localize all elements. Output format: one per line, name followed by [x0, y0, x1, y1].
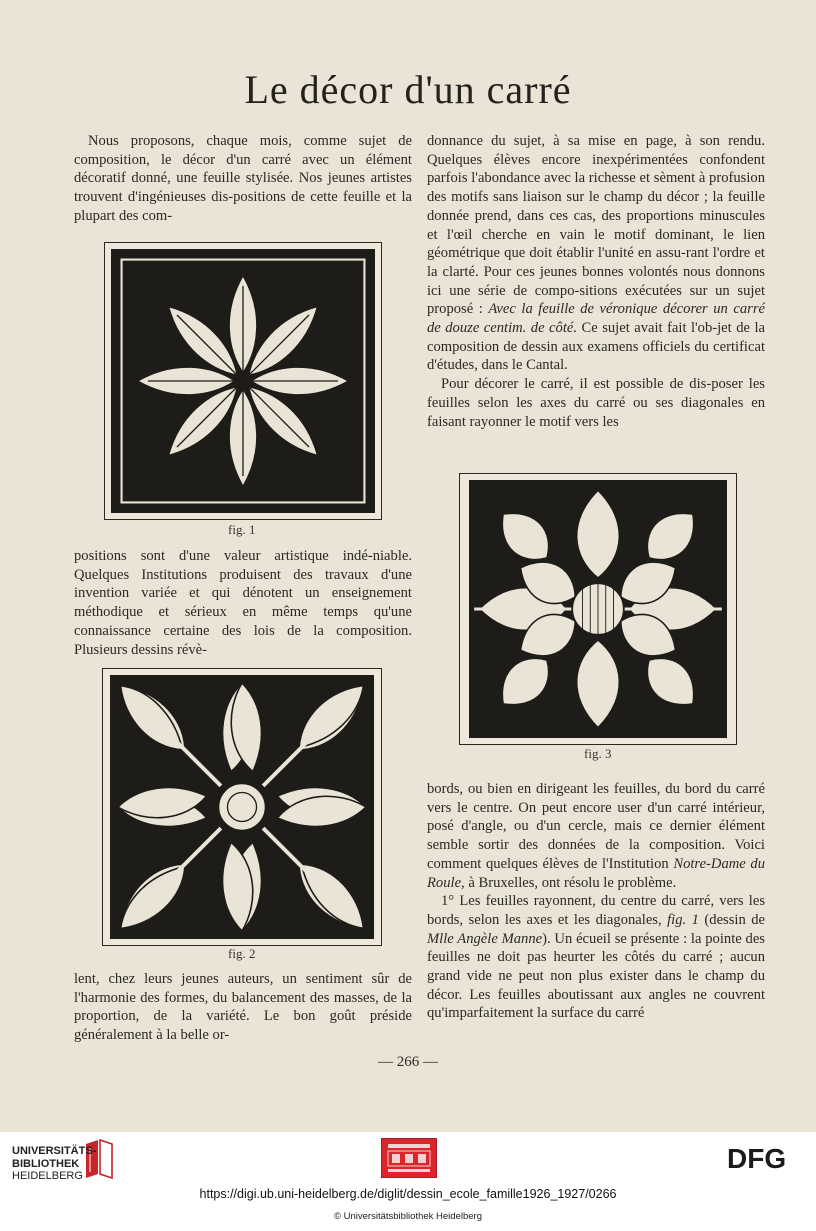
- figure-1-caption: fig. 1: [228, 522, 256, 537]
- partner-badge[interactable]: [381, 1138, 437, 1178]
- figure-1-ornament: [111, 249, 375, 513]
- text-run: bords, ou bien en dirigeant les feuilles, du bord du carré vers le centre. On peut encore user d'un carré intérieur, posé d'angle, ou d'un cercle, mais ce dernier élément semble sortir des données de la composition. Voici comment quelques élèves de l'Institution: [427, 781, 765, 872]
- text-run: Ce sujet avait fait l'ob-jet de la composition de dessin aux examens officiels du certificat d'études, dans le Cantal.: [427, 320, 765, 374]
- figure-1: [104, 242, 382, 520]
- figure-3: [459, 473, 737, 745]
- paragraph: positions sont d'une valeur artistique indé-niable. Quelques Institutions produisent des travaux d'une invention variée et qui dénotent un enseignement méthodique et sérieux en même temps qu'une connaissance certaine des lois de la composition. Plusieurs dessins révè-: [74, 548, 412, 658]
- text-run: 1° Les feuilles rayonnent, du centre du carré, vers les bords, selon les axes et les diagonales,: [427, 893, 765, 928]
- funder-logo[interactable]: DFG: [727, 1143, 787, 1174]
- column-left-top: [74, 132, 412, 226]
- paragraph: [427, 780, 765, 892]
- column-right-bottom: [427, 780, 765, 1023]
- subject-italic: Avec la feuille de véronique décorer un carré de douze centim. de côté.: [427, 301, 765, 337]
- library-name-line: BIBLIOTHEK: [12, 1157, 80, 1170]
- paragraph: [427, 892, 765, 1023]
- text-run: ). Un écueil se présente : la pointe des feuilles ne doit pas heurter les côtés du carré ; aucun grand vide ne peut non plus exister dans le champ du décor. Les feuilles aboutissant aux angles ne couvrent qu'imparfaitement la surface du carré: [427, 930, 765, 1022]
- permalink[interactable]: https://digi.ub.uni-heidelberg.de/diglit/dessin_ecole_famille1926_1927/0266: [199, 1187, 617, 1201]
- figure-3-ornament: [466, 480, 730, 738]
- library-name[interactable]: [12, 1145, 96, 1183]
- figure-3-caption: fig. 3: [584, 746, 612, 761]
- column-left-bottom: [74, 970, 412, 1045]
- paragraph: [427, 132, 765, 375]
- column-left-middle: [74, 547, 412, 659]
- figure-2: [102, 668, 382, 946]
- paragraph: lent, chez leurs jeunes auteurs, un sentiment sûr de l'harmonie des formes, du balancement des masses, de la proportion, de la variété. Le bon goût préside généralement à la belle or-: [74, 971, 412, 1044]
- institution-italic: Notre-Dame du Roule: [427, 855, 765, 891]
- page-title: Le décor d'un carré: [244, 67, 572, 112]
- text-run: donnance du sujet, à sa mise en page, à son rendu. Quelques élèves encore inexpérimentées confondent parfois l'abondance avec la richesse et sèment à profusion des motifs sans liaison sur le champ du décor ; la feuille donnée prend, dans ces cas, des proportions minuscules et l'œil cherche en vain le motif dominant, le lien géométrique que doit établir l'unité en assu-rant l'ordre et la clarté. Pour ces jeunes bonnes volontés nous donnons ici une série de compo-sitions exécutées sur un sujet proposé :: [427, 133, 765, 318]
- text-run: (dessin de: [704, 911, 765, 928]
- library-name-line: UNIVERSITÄTS-: [12, 1145, 97, 1157]
- figure-reference: fig. 1: [667, 911, 699, 928]
- figure-2-ornament: [109, 675, 375, 939]
- library-name-line: HEIDELBERG: [12, 1170, 83, 1182]
- paragraph: Pour décorer le carré, il est possible de dis-poser les feuilles selon les axes du carré ou ses diagonales en faisant rayonner le motif vers les: [427, 376, 765, 430]
- page-number: — 266 —: [378, 1054, 438, 1070]
- partner-emblem-icon: [382, 1139, 436, 1177]
- paragraph: Nous proposons, chaque mois, comme sujet de composition, le décor d'un carré avec un élément décoratif donné, une feuille stylisée. Nos jeunes artistes trouvent d'ingénieuses dis-positions de cette feuille et la plupart des com-: [74, 133, 412, 224]
- author-name: Mlle Angèle Manne: [427, 930, 543, 947]
- copyright-notice: © Universitätsbibliothek Heidelberg: [334, 1211, 482, 1222]
- text-run: , à Bruxelles, ont résolu le problème.: [461, 874, 677, 891]
- column-right-top: [427, 132, 765, 431]
- figure-2-caption: fig. 2: [228, 946, 256, 961]
